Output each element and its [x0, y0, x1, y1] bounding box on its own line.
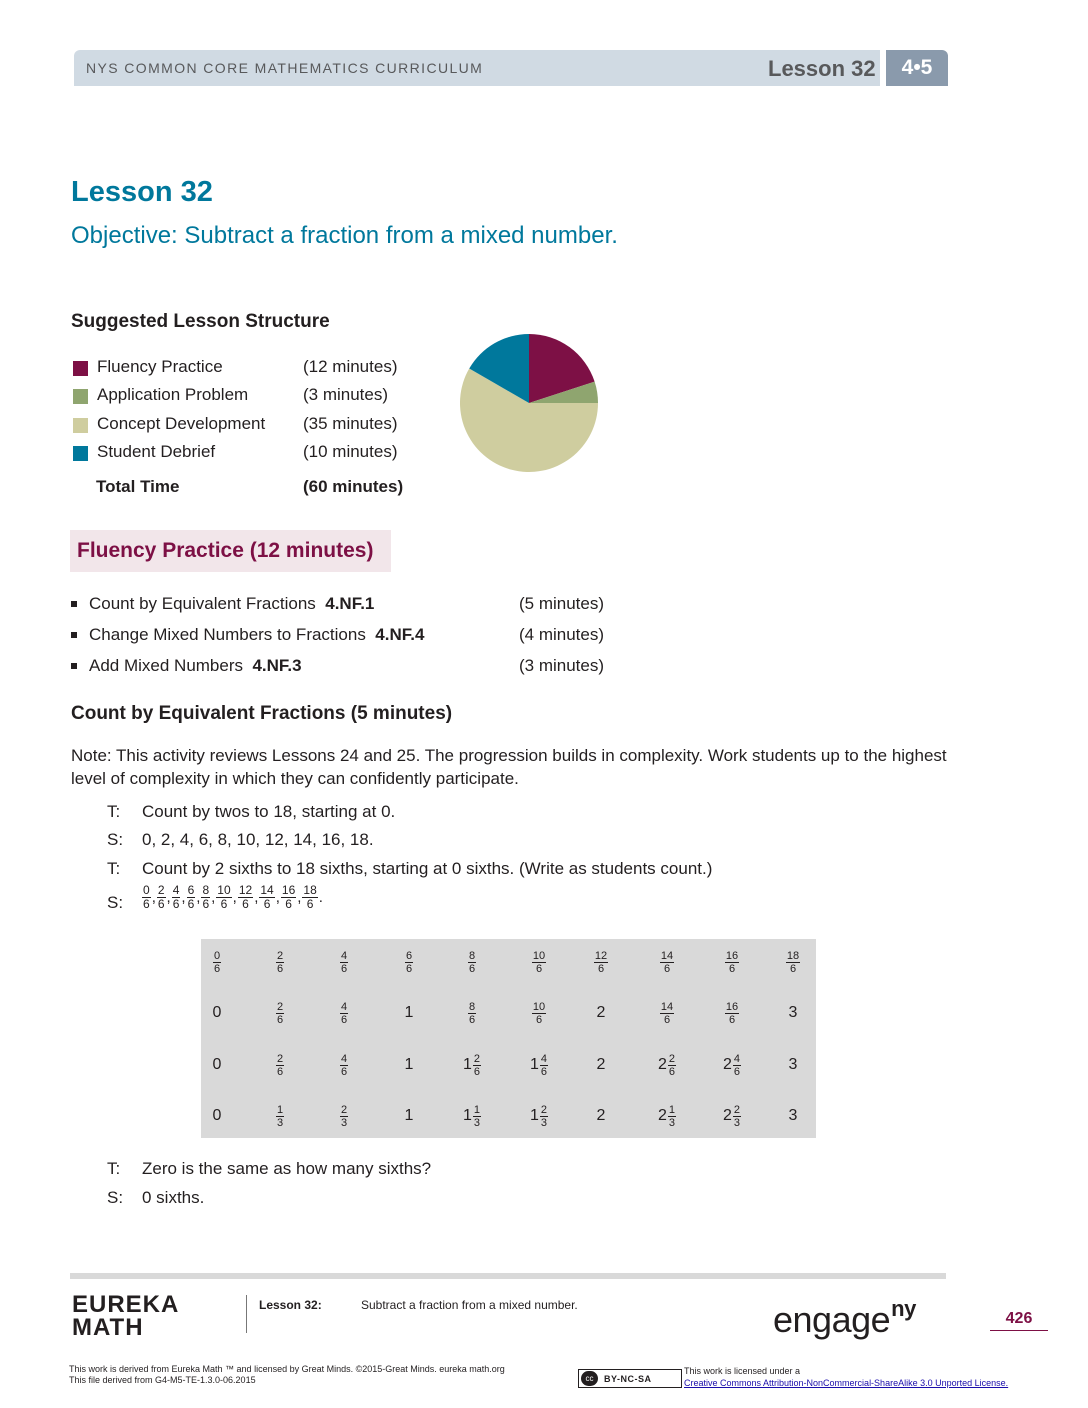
grid-cell — [507, 998, 571, 1028]
grid-cell — [248, 1050, 312, 1080]
structure-heading: Suggested Lesson Structure — [71, 311, 330, 332]
grid-cell — [635, 947, 699, 977]
grid-cell: 3 — [788, 1107, 798, 1124]
structure-item-minutes: (3 minutes) — [303, 385, 389, 404]
fraction: 12 6 — [594, 949, 608, 975]
fraction: $\frac{18}{6}$ — [303, 883, 317, 911]
fraction: 2 6 — [276, 1052, 284, 1078]
engage-text: engage — [773, 1299, 891, 1340]
grid-cell: 1 — [404, 1107, 414, 1124]
grid-cell: 1 1 3 — [462, 1103, 481, 1129]
grid-cell: 2 1 3 — [657, 1103, 676, 1129]
grid-cell — [312, 1050, 376, 1080]
fraction-sequence — [142, 884, 324, 924]
grid-cell: 1 2 6 — [462, 1052, 481, 1078]
section-heading: Count by Equivalent Fractions (5 minutes) — [71, 703, 453, 724]
fraction: $\frac{16}{6}$ — [281, 883, 296, 911]
curriculum-label: NYS COMMON CORE MATHEMATICS CURRICULUM — [86, 60, 484, 76]
fraction: 2 6 — [668, 1052, 676, 1078]
objective: Objective: Subtract a fraction from a mixed number. — [71, 222, 618, 249]
grid-cell: 2 — [596, 1107, 606, 1124]
dialogue-text: Zero is the same as how many sixths? — [142, 1159, 432, 1178]
grid-cell — [700, 998, 764, 1028]
fraction: $\frac{0}{6}$ — [143, 883, 150, 911]
fraction: 16 6 — [725, 949, 739, 975]
footer-bar — [70, 1273, 946, 1279]
separator: , — [275, 889, 280, 906]
grid-cell: 2 — [596, 1004, 606, 1021]
separator: , — [151, 889, 156, 906]
grid-cell: 1 2 3 — [529, 1103, 548, 1129]
fraction: 2 3 — [540, 1103, 548, 1129]
grid-cell: 0 — [212, 1107, 222, 1124]
engageny-logo — [773, 1296, 916, 1341]
fluency-item-text: Change Mixed Numbers to Fractions — [89, 625, 366, 644]
grid-cell — [440, 998, 504, 1028]
grid-cell — [761, 947, 825, 977]
derivation-note: This work is derived from Eureka Math ™ and licensed by Great Minds. ©2015-Great Minds. eureka math.org — [69, 1364, 505, 1374]
fluency-item-minutes: (5 minutes) — [519, 594, 605, 613]
fraction: 1 3 — [668, 1103, 676, 1129]
separator: , — [181, 889, 186, 906]
fraction: 4 6 — [340, 1052, 348, 1078]
fluency-item-text: Add Mixed Numbers — [89, 656, 244, 675]
fraction: 6 6 — [405, 949, 413, 975]
grid-cell — [312, 1101, 376, 1131]
bullet-icon — [71, 632, 77, 638]
license-note: This work is licensed under a — [684, 1366, 801, 1376]
fluency-heading: Fluency Practice (12 minutes) — [77, 539, 374, 562]
cc-icon: cc — [581, 1371, 598, 1386]
dialogue-text: 0 sixths. — [142, 1188, 205, 1207]
eureka-logo: EUREKA — [72, 1291, 180, 1318]
page-title: Lesson 32 — [71, 176, 213, 208]
grid-cell — [700, 947, 764, 977]
grid-cell: 2 4 6 — [722, 1052, 741, 1078]
dialogue-text: Count by twos to 18, starting at 0. — [142, 802, 396, 821]
fraction: 16 6 — [725, 1000, 739, 1026]
grid-cell: 0 — [212, 1056, 222, 1073]
grid-cell: 3 — [788, 1056, 798, 1073]
fraction: $\frac{12}{6}$ — [238, 883, 253, 911]
grade-module: 4•5 — [901, 56, 933, 79]
file-note: This file derived from G4-M5-TE-1.3.0-06.2015 — [69, 1375, 256, 1385]
footer-divider — [246, 1295, 247, 1333]
separator: . — [318, 889, 323, 906]
grid-cell — [440, 947, 504, 977]
fraction: $\frac{2}{6}$ — [157, 883, 165, 911]
grid-cell — [569, 947, 633, 977]
fraction: 2 3 — [733, 1103, 741, 1129]
fraction: 1 3 — [276, 1103, 284, 1129]
fraction: 8 6 — [468, 1000, 476, 1026]
fluency-item-standard: 4.NF.4 — [375, 625, 425, 644]
bullet-icon — [71, 663, 77, 669]
legend-swatch — [73, 418, 88, 433]
speaker: S: — [107, 1188, 124, 1207]
bullet-icon — [71, 601, 77, 607]
grid-cell — [248, 1101, 312, 1131]
dialogue-text: 0, 2, 4, 6, 8, 10, 12, 14, 16, 18. — [142, 830, 374, 849]
fluency-item-name — [89, 656, 302, 676]
fraction: 18 6 — [786, 949, 800, 975]
fraction: 10 6 — [532, 1000, 546, 1026]
structure-item-minutes: (12 minutes) — [303, 357, 398, 376]
grid-cell — [312, 947, 376, 977]
grid-cell: 2 2 3 — [722, 1103, 741, 1129]
grid-cell — [312, 998, 376, 1028]
dialogue-text: Count by 2 sixths to 18 sixths, starting at 0 sixths. (Write as students count.) — [142, 859, 713, 878]
speaker: T: — [107, 1159, 121, 1178]
fraction: $\frac{8}{6}$ — [202, 883, 210, 911]
fraction: 4 6 — [540, 1052, 548, 1078]
grid-cell: 0 — [212, 1004, 222, 1021]
fraction: 2 6 — [276, 1000, 284, 1026]
grid-cell — [507, 947, 571, 977]
separator: , — [297, 889, 302, 906]
math-logo: MATH — [72, 1314, 144, 1341]
fraction: 1 3 — [473, 1103, 481, 1129]
fluency-item-standard: 4.NF.3 — [252, 656, 302, 675]
fraction-grid — [201, 939, 816, 1138]
fraction: 4 6 — [340, 1000, 348, 1026]
fraction: $\frac{14}{6}$ — [260, 883, 274, 911]
structure-item-name: Concept Development — [97, 414, 266, 433]
fraction: 14 6 — [660, 1000, 674, 1026]
grid-cell: 2 2 6 — [657, 1052, 676, 1078]
fraction: 10 6 — [532, 949, 546, 975]
cc-badge-text: BY-NC-SA — [604, 1373, 652, 1384]
legend-swatch — [73, 389, 88, 404]
structure-item-minutes: (35 minutes) — [303, 414, 398, 433]
fraction: $\frac{10}{6}$ — [217, 883, 231, 911]
speaker: S: — [107, 893, 124, 912]
structure-item-minutes: (10 minutes) — [303, 442, 398, 461]
grid-cell — [377, 947, 441, 977]
page-number: 426 — [1005, 1310, 1033, 1327]
grid-cell — [248, 947, 312, 977]
separator: , — [254, 889, 259, 906]
grid-cell: 1 — [404, 1004, 414, 1021]
footer-lesson: Lesson 32: — [259, 1298, 322, 1312]
structure-item-name: Application Problem — [97, 385, 249, 404]
fraction: 8 6 — [468, 949, 476, 975]
legend-swatch — [73, 446, 88, 461]
fluency-item-minutes: (3 minutes) — [519, 656, 605, 675]
legend-swatch — [73, 361, 88, 376]
fraction: $\frac{6}{6}$ — [187, 883, 195, 911]
cc-license-badge[interactable] — [578, 1369, 682, 1388]
grid-cell: 1 4 6 — [529, 1052, 548, 1078]
speaker: S: — [107, 830, 124, 849]
grid-cell: 2 — [596, 1056, 606, 1073]
separator: , — [211, 889, 216, 906]
fraction: 2 3 — [340, 1103, 348, 1129]
fraction: 0 6 — [213, 949, 221, 975]
header-lesson: Lesson 32 — [768, 56, 876, 81]
fluency-item-name — [89, 625, 424, 645]
fraction: $\frac{4}{6}$ — [172, 883, 180, 911]
page-number-underline — [990, 1330, 1048, 1331]
total-label: Total Time — [96, 477, 180, 496]
fraction: 4 6 — [733, 1052, 741, 1078]
fraction: 2 6 — [276, 949, 284, 975]
separator: , — [232, 889, 237, 906]
grid-cell — [248, 998, 312, 1028]
license-link[interactable]: Creative Commons Attribution-NonCommercial-ShareAlike 3.0 Unported License. — [684, 1378, 1009, 1388]
grid-cell: 1 — [404, 1056, 414, 1073]
speaker: T: — [107, 802, 121, 821]
grid-cell — [185, 947, 249, 977]
speaker: T: — [107, 859, 121, 878]
note-paragraph: Note: This activity reviews Lessons 24 and 25. The progression builds in complexity. Work students up to the highest level of complexity in which they can confidently participate. — [71, 746, 947, 788]
lesson-structure-pie — [458, 332, 600, 474]
structure-item-name: Student Debrief — [97, 442, 216, 461]
fluency-item-minutes: (4 minutes) — [519, 625, 605, 644]
fluency-item-name — [89, 594, 374, 614]
fluency-item-text: Count by Equivalent Fractions — [89, 594, 316, 613]
grid-cell: 3 — [788, 1004, 798, 1021]
ny-text: ny — [891, 1296, 916, 1321]
fraction: 2 6 — [473, 1052, 481, 1078]
separator: , — [196, 889, 201, 906]
total-minutes: (60 minutes) — [303, 477, 404, 496]
grid-cell — [635, 998, 699, 1028]
fluency-item-standard: 4.NF.1 — [325, 594, 375, 613]
separator: , — [166, 889, 171, 906]
fraction: 4 6 — [340, 949, 348, 975]
footer-lesson-desc: Subtract a fraction from a mixed number. — [361, 1298, 578, 1312]
structure-item-name: Fluency Practice — [97, 357, 223, 376]
fraction: 14 6 — [660, 949, 674, 975]
